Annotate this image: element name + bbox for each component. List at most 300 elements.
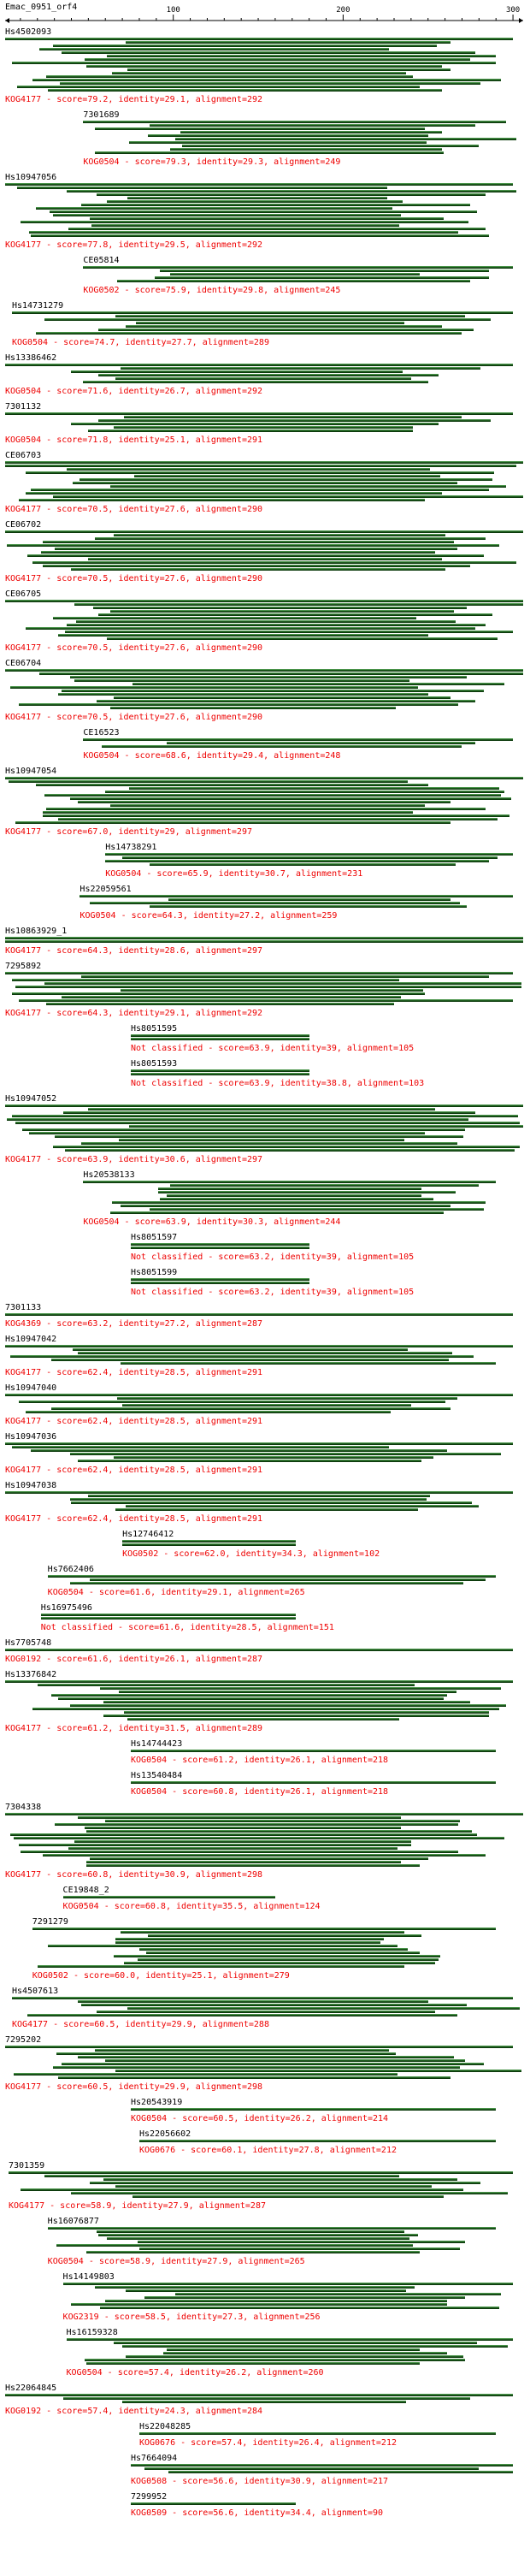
hit-name[interactable]: Hs16159328 — [66, 2328, 118, 2337]
alignment-bar — [127, 1718, 399, 1720]
alignment-bar — [122, 1404, 411, 1406]
alignment-bar — [90, 1578, 486, 1581]
hit-name[interactable]: Hs14744423 — [131, 1739, 183, 1749]
hit-name[interactable]: CE19848_2 — [62, 1886, 109, 1895]
alignment-bar — [150, 124, 475, 127]
hit-annotation: KOG4177 - score=77.8, identity=29.5, alignment=292 — [5, 240, 263, 250]
hit-annotation: Not classified - score=63.9, identity=39, alignment=105 — [131, 1044, 415, 1053]
hit-annotation: Not classified - score=63.2, identity=39, alignment=105 — [131, 1252, 415, 1262]
alignment-bar — [63, 2283, 514, 2285]
alignment-bar — [5, 38, 513, 40]
hit-name[interactable]: CE16523 — [83, 728, 120, 737]
alignment-bar — [117, 280, 470, 282]
hit-name[interactable]: Hs8051593 — [131, 1059, 178, 1069]
hit-annotation: KOG4177 - score=62.4, identity=28.5, alignment=291 — [5, 1514, 263, 1524]
hit-name[interactable]: Hs14731279 — [11, 301, 64, 311]
hit-name[interactable]: 7304338 — [5, 1803, 42, 1812]
alignment-bar — [131, 1282, 309, 1284]
alignment-bar — [65, 1149, 515, 1152]
hit-annotation: KOG4177 - score=70.5, identity=27.6, alignment=290 — [5, 643, 263, 653]
alignment-bar — [167, 742, 476, 744]
alignment-bar — [15, 821, 450, 824]
hit-name[interactable]: Hs22048285 — [138, 2422, 191, 2431]
hit-name[interactable]: Hs22064845 — [5, 2384, 57, 2393]
alignment-bar — [122, 1543, 296, 1546]
alignment-bar — [146, 1951, 420, 1954]
hit-name[interactable]: Hs8051597 — [131, 1233, 178, 1242]
alignment-bar — [131, 1034, 309, 1037]
alignment-bar — [12, 311, 513, 314]
alignment-bar — [70, 1582, 464, 1584]
hit-name[interactable]: 7301133 — [5, 1303, 42, 1312]
hit-name[interactable]: Hs7705748 — [5, 1638, 52, 1648]
hit-block[interactable] — [0, 1565, 530, 1603]
hit-name[interactable]: Hs16975496 — [40, 1603, 92, 1613]
hit-name[interactable]: Hs16076877 — [47, 2217, 99, 2226]
alignment-bar — [5, 1813, 523, 1815]
hit-name[interactable]: Hs10947056 — [5, 173, 57, 182]
alignment-bar — [160, 269, 489, 272]
hit-block[interactable] — [0, 1335, 530, 1383]
alignment-bar — [110, 1211, 443, 1214]
hit-annotation: KOG4177 - score=62.4, identity=28.5, alignment=291 — [5, 1417, 263, 1426]
alignment-bar — [41, 551, 435, 554]
hit-name[interactable]: 7301689 — [83, 110, 120, 120]
alignment-bar — [97, 700, 475, 702]
alignment-bar — [163, 2352, 447, 2354]
alignment-bar — [86, 2362, 419, 2365]
hit-block[interactable] — [0, 2161, 530, 2217]
alignment-bar — [43, 541, 454, 543]
alignment-bar — [126, 2289, 406, 2292]
hit-block[interactable] — [0, 2217, 530, 2272]
hit-name[interactable]: Hs8051595 — [131, 1024, 178, 1033]
axis-tick-label: 100 — [166, 6, 180, 15]
alignment-bar — [131, 1073, 309, 1075]
hit-block[interactable] — [0, 520, 530, 589]
alignment-bar — [19, 1401, 445, 1403]
hit-name[interactable]: 7301132 — [5, 402, 42, 412]
alignment-bar — [112, 72, 406, 74]
hit-name[interactable]: Hs13540484 — [131, 1771, 183, 1780]
alignment-bar — [112, 1201, 486, 1204]
hit-block[interactable] — [0, 1024, 530, 1059]
alignment-bar — [5, 530, 523, 533]
hit-block[interactable] — [0, 1670, 530, 1739]
hit-block[interactable] — [0, 1530, 530, 1565]
alignment-bar — [86, 1864, 419, 1867]
alignment-bar — [5, 600, 523, 602]
alignment-bar — [85, 2359, 465, 2361]
hit-annotation: KOG0504 - score=71.8, identity=25.1, alignment=291 — [5, 435, 263, 445]
hit-annotation: KOG0504 - score=60.5, identity=26.2, alignment=214 — [131, 2114, 389, 2123]
hit-annotation: KOG4177 - score=70.5, identity=27.6, alignment=290 — [5, 505, 263, 514]
hit-annotation: KOG0504 - score=57.4, identity=26.2, alignment=260 — [66, 2368, 324, 2378]
alignment-bar — [167, 2348, 420, 2351]
alignment-bar — [114, 2342, 477, 2344]
alignment-bar — [5, 2394, 513, 2396]
alignment-bar — [14, 1837, 504, 1839]
hit-block[interactable] — [0, 27, 530, 110]
hit-name[interactable]: Hs10947036 — [5, 1432, 57, 1442]
alignment-bar — [182, 145, 480, 147]
alignment-bar — [122, 2401, 406, 2403]
hit-annotation: KOG4177 - score=70.5, identity=27.6, alignment=290 — [5, 713, 263, 722]
hit-block[interactable] — [0, 2422, 530, 2454]
alignment-bar — [98, 329, 474, 331]
hit-block[interactable] — [0, 1268, 530, 1303]
alignment-bar — [127, 68, 450, 71]
alignment-bar — [150, 905, 468, 908]
hit-annotation: KOG4177 - score=60.5, identity=29.9, alignment=288 — [11, 2020, 269, 2029]
alignment-bar — [131, 1750, 496, 1752]
alignment-bar — [129, 1125, 523, 1128]
hit-annotation: KOG0192 - score=61.6, identity=26.1, alignment=287 — [5, 1655, 263, 1664]
hit-annotation: KOG0504 - score=61.2, identity=26.1, alignment=218 — [131, 1756, 389, 1765]
alignment-bar — [32, 79, 501, 81]
alignment-bar — [5, 461, 523, 464]
alignment-bar — [81, 204, 470, 206]
alignment-bar — [58, 693, 428, 696]
alignment-bar — [9, 780, 408, 783]
alignment-bar — [5, 1680, 513, 1683]
hit-name[interactable]: Hs12746412 — [122, 1530, 174, 1539]
hit-annotation: KOG0504 - score=60.8, identity=35.5, alignment=124 — [62, 1902, 321, 1911]
alignment-bar — [139, 2140, 496, 2142]
hit-block[interactable] — [0, 2328, 530, 2384]
alignment-bar — [110, 804, 425, 807]
hit-name[interactable]: Hs10947054 — [5, 767, 57, 776]
alignment-bar — [73, 482, 456, 484]
alignment-bar — [81, 1142, 456, 1145]
alignment-bar — [105, 1820, 460, 1822]
alignment-bar — [170, 148, 442, 151]
hit-block[interactable] — [0, 1739, 530, 1771]
alignment-bar — [22, 1128, 466, 1131]
hit-annotation: KOG0504 - score=74.7, identity=27.7, alignment=289 — [11, 338, 269, 347]
alignment-bar — [132, 683, 504, 685]
query-name: Emac_0951_orf4 — [5, 3, 78, 12]
alignment-bar — [17, 86, 420, 88]
hit-block[interactable] — [0, 2098, 530, 2129]
alignment-bar — [43, 565, 471, 567]
hit-block[interactable] — [0, 1987, 530, 2035]
hit-block[interactable] — [0, 2129, 530, 2161]
alignment-bar — [36, 207, 392, 210]
hit-name[interactable]: Hs22056602 — [138, 2129, 191, 2139]
hit-block[interactable] — [0, 589, 530, 659]
alignment-bar — [12, 1446, 389, 1448]
alignment-bar — [70, 1453, 502, 1455]
alignment-bar — [78, 1460, 421, 1462]
hit-block[interactable] — [0, 1059, 530, 1094]
alignment-bar — [131, 1038, 309, 1040]
alignment-bar — [70, 676, 468, 678]
hit-block[interactable] — [0, 110, 530, 173]
alignment-bar — [124, 1962, 435, 1964]
alignment-bar — [110, 485, 506, 488]
alignment-bar — [17, 187, 387, 189]
hit-block[interactable] — [0, 962, 530, 1024]
alignment-bar — [5, 183, 513, 186]
hit-block[interactable] — [0, 1917, 530, 1987]
alignment-bar — [105, 2300, 446, 2302]
alignment-bar — [91, 224, 399, 227]
alignment-bar — [127, 2007, 520, 2010]
alignment-bar — [136, 322, 404, 324]
hit-block[interactable] — [0, 1432, 530, 1481]
alignment-bar — [26, 471, 494, 474]
hit-name[interactable]: CE06704 — [5, 659, 42, 668]
hit-block[interactable] — [0, 927, 530, 962]
hit-name[interactable]: Hs10947038 — [5, 1481, 57, 1490]
alignment-bar — [5, 465, 516, 467]
alignment-bar — [5, 1442, 513, 1445]
hit-name[interactable]: 7299952 — [131, 2492, 168, 2502]
alignment-bar — [97, 193, 486, 196]
alignment-bar — [76, 620, 455, 623]
alignment-bar — [160, 1198, 433, 1200]
hit-block[interactable] — [0, 173, 530, 256]
alignment-bar — [78, 1352, 451, 1354]
hit-name[interactable]: Hs8051599 — [131, 1268, 178, 1277]
hit-name[interactable]: Hs14149803 — [62, 2272, 115, 2282]
hit-block[interactable] — [0, 1303, 530, 1335]
alignment-bar — [100, 1687, 501, 1690]
alignment-bar — [41, 1617, 296, 1620]
alignment-bar — [148, 134, 428, 137]
alignment-bar — [12, 62, 496, 64]
hit-name[interactable]: Hs20543919 — [131, 2098, 183, 2107]
hit-block[interactable] — [0, 1886, 530, 1917]
hit-annotation: KOG0509 - score=56.6, identity=34.4, alignment=90 — [131, 2508, 384, 2518]
hit-annotation: KOG4177 - score=60.8, identity=30.9, alignment=298 — [5, 1870, 263, 1880]
alignment-bar — [129, 787, 499, 790]
alignment-bar — [85, 1827, 401, 1829]
hit-block[interactable] — [0, 767, 530, 843]
alignment-bar — [70, 1498, 427, 1501]
alignment-bar — [32, 561, 516, 564]
hit-block[interactable] — [0, 1803, 530, 1886]
hit-name[interactable]: Hs13376842 — [5, 1670, 57, 1679]
alignment-bar — [26, 492, 442, 494]
hit-block[interactable] — [0, 1170, 530, 1233]
alignment-bar — [117, 1397, 456, 1400]
alignment-bar — [48, 2227, 497, 2230]
alignment-bar — [107, 637, 498, 640]
alignment-bar — [5, 1313, 513, 1316]
alignment-bar — [124, 1711, 489, 1714]
hit-block[interactable] — [0, 256, 530, 301]
alignment-bar — [12, 1997, 513, 1999]
alignment-bar — [26, 627, 476, 630]
hit-name[interactable]: CE06703 — [5, 451, 42, 460]
alignment-bar — [102, 745, 462, 748]
hit-block[interactable] — [0, 1481, 530, 1530]
hit-block[interactable] — [0, 843, 530, 885]
hit-block[interactable] — [0, 2384, 530, 2422]
hit-block[interactable] — [0, 1383, 530, 1432]
alignment-bar — [63, 1896, 275, 1898]
alignment-bar — [132, 2195, 444, 2198]
alignment-bar — [105, 791, 504, 793]
alignment-bar — [21, 1851, 459, 1853]
alignment-bar — [144, 2467, 479, 2470]
alignment-bar — [114, 426, 413, 429]
alignment-bar — [78, 801, 450, 803]
alignment-bar — [122, 1540, 296, 1543]
hit-block[interactable] — [0, 301, 530, 353]
alignment-bar — [110, 707, 396, 709]
alignment-bar — [175, 2293, 501, 2295]
hit-annotation: KOG0504 - score=64.3, identity=27.2, alignment=259 — [80, 911, 338, 921]
alignment-bar — [56, 2052, 396, 2055]
hit-block[interactable] — [0, 2272, 530, 2328]
alignment-bar — [27, 554, 484, 557]
hit-name[interactable]: 7291279 — [32, 1917, 68, 1927]
alignment-bar — [86, 1830, 472, 1833]
alignment-bar — [115, 1941, 380, 1944]
hit-annotation: KOG0502 - score=60.0, identity=25.1, alignment=279 — [32, 1971, 290, 1981]
hit-name[interactable]: 7295892 — [5, 962, 42, 971]
hit-annotation: KOG4177 - score=67.0, identity=29, alignment=297 — [5, 827, 252, 837]
alignment-bar — [139, 1948, 408, 1951]
alignment-bar — [83, 121, 506, 123]
alignment-bar — [58, 2076, 450, 2079]
alignment-bar — [103, 1714, 489, 1717]
hit-block[interactable] — [0, 885, 530, 927]
hit-annotation: KOG4177 - score=63.9, identity=30.6, alignment=297 — [5, 1155, 263, 1164]
hit-name[interactable]: Hs10947040 — [5, 1383, 57, 1393]
alignment-bar — [51, 1694, 447, 1697]
hit-name[interactable]: Hs7664094 — [131, 2454, 178, 2463]
hit-annotation: KOG4177 - score=62.4, identity=28.5, alignment=291 — [5, 1466, 263, 1475]
alignment-bar — [115, 1938, 384, 1940]
hit-block[interactable] — [0, 2035, 530, 2098]
hit-name[interactable]: Hs4507613 — [11, 1987, 59, 1996]
alignment-bar — [90, 902, 460, 904]
alignment-bar — [56, 2244, 413, 2247]
hit-name[interactable]: Hs10863929_1 — [5, 927, 68, 936]
alignment-bar — [78, 2056, 453, 2058]
alignment-bar — [81, 2004, 467, 2006]
alignment-bar — [158, 1191, 456, 1193]
alignment-bar — [83, 266, 513, 269]
alignment-bar — [15, 986, 521, 988]
hit-name[interactable]: CE06702 — [5, 520, 42, 530]
hit-name[interactable]: Hs10947042 — [5, 1335, 57, 1344]
alignment-bar — [71, 423, 438, 425]
hit-name[interactable]: Hs7662406 — [47, 1565, 94, 1574]
alignment-bar — [71, 568, 445, 571]
alignment-bar — [51, 1359, 449, 1361]
alignment-bar — [158, 1187, 421, 1190]
hit-annotation: KOG0192 - score=57.4, identity=24.3, alignment=284 — [5, 2407, 263, 2416]
hit-block[interactable] — [0, 659, 530, 728]
alignment-bar — [48, 89, 442, 92]
alignment-bar — [62, 2063, 485, 2065]
alignment-bar — [7, 1118, 468, 1121]
alignment-bar — [62, 690, 485, 692]
alignment-bar — [44, 2175, 399, 2177]
alignment-bar — [60, 82, 481, 85]
alignment-bar — [103, 1701, 470, 1703]
hit-block[interactable] — [0, 1603, 530, 1638]
alignment-bar — [5, 972, 513, 974]
hit-name[interactable]: CE05814 — [83, 256, 120, 265]
hit-annotation: KOG4177 - score=60.5, identity=29.9, alignment=298 — [5, 2082, 263, 2092]
alignment-bar — [5, 1394, 513, 1396]
alignment-bar — [63, 2397, 471, 2400]
alignment-bar — [115, 2185, 432, 2188]
alignment-bar — [131, 1069, 309, 1072]
alignment-bar — [127, 197, 387, 199]
hit-block[interactable] — [0, 1094, 530, 1170]
alignment-bar — [134, 475, 440, 477]
alignment-bar — [170, 273, 420, 275]
alignment-bar — [43, 1854, 486, 1856]
alignment-bar — [121, 989, 423, 992]
alignment-bar — [26, 1411, 391, 1413]
alignment-bar — [88, 1108, 434, 1110]
hit-name[interactable]: Hs20538133 — [83, 1170, 135, 1180]
hit-name[interactable]: 7295202 — [5, 2035, 42, 2045]
alignment-bar — [103, 2178, 456, 2181]
alignment-bar — [5, 937, 523, 939]
hit-name[interactable]: Hs13386462 — [5, 353, 57, 363]
alignment-bar — [19, 1844, 411, 1846]
hit-name[interactable]: 7301359 — [8, 2161, 45, 2170]
alignment-bar — [115, 1508, 418, 1511]
hit-block[interactable] — [0, 353, 530, 402]
alignment-bar — [46, 1003, 394, 1005]
alignment-bar — [5, 2046, 513, 2048]
alignment-bar — [5, 1491, 513, 1494]
hit-annotation: KOG4177 - score=58.9, identity=27.9, alignment=287 — [8, 2201, 266, 2211]
alignment-bar — [95, 2049, 389, 2052]
alignment-bar — [71, 370, 402, 373]
alignment-bar — [39, 672, 523, 675]
hit-name[interactable]: CE06705 — [5, 589, 42, 599]
alignment-bar — [121, 1931, 404, 1933]
alignment-bar — [114, 696, 450, 699]
alignment-bar — [95, 2286, 415, 2289]
alignment-bar — [74, 603, 523, 606]
alignment-bar — [68, 228, 486, 230]
hit-block[interactable] — [0, 1771, 530, 1803]
alignment-bar — [110, 610, 453, 613]
alignment-bar — [93, 607, 467, 609]
alignment-bar — [86, 65, 441, 68]
alignment-bar — [138, 2241, 465, 2243]
hit-block[interactable] — [0, 402, 530, 451]
hit-block[interactable] — [0, 2454, 530, 2492]
hit-block[interactable] — [0, 2492, 530, 2524]
hit-name[interactable]: Hs10947052 — [5, 1094, 57, 1104]
hit-annotation: KOG0504 - score=61.6, identity=29.1, alignment=265 — [47, 1588, 305, 1597]
alignment-bar — [119, 1139, 404, 1141]
hit-block[interactable] — [0, 728, 530, 767]
alignment-bar — [80, 895, 513, 897]
alignment-bar — [32, 1708, 499, 1710]
hit-block[interactable] — [0, 1638, 530, 1670]
hit-block[interactable] — [0, 451, 530, 520]
hit-name[interactable]: Hs22059561 — [80, 885, 132, 894]
hit-name[interactable]: Hs4502093 — [5, 27, 52, 37]
hit-block[interactable] — [0, 1233, 530, 1268]
alignment-bar — [78, 2000, 427, 2003]
hit-name[interactable]: Hs14738291 — [105, 843, 157, 852]
